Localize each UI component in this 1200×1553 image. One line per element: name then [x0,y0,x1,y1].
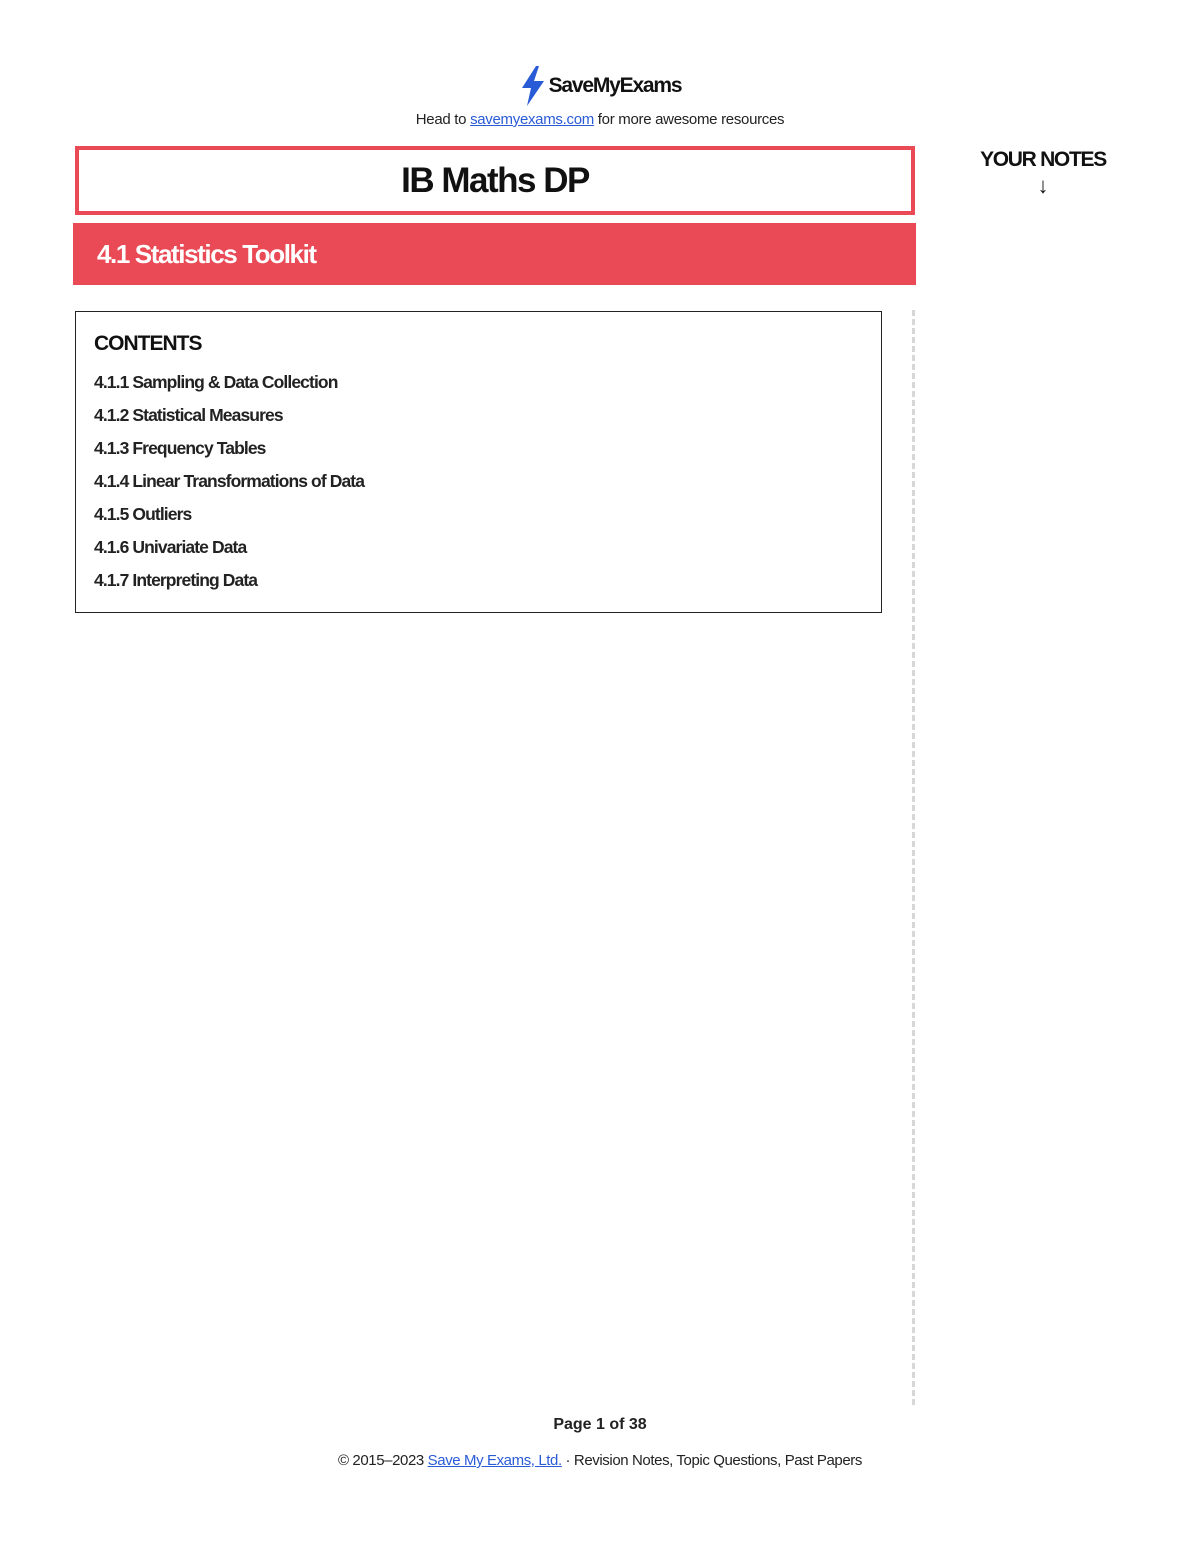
copyright-text: © 2015–2023 [337,1452,428,1469]
contents-item[interactable]: 4.1.4 Linear Transformations of Data [94,471,365,491]
contents-item[interactable]: 4.1.6 Univariate Data [94,537,247,557]
brand-name: SaveMyExams [548,74,682,97]
contents-item[interactable]: 4.1.2 Statistical Measures [94,405,283,425]
contents-item[interactable]: 4.1.3 Frequency Tables [94,438,266,458]
notes-label-text: YOUR NOTES [980,148,1106,171]
footer-suffix: · Revision Notes, Topic Questions, Past Papers [561,1452,863,1469]
contents-heading: CONTENTS [94,332,202,355]
page-title: IB Maths DP [401,160,589,200]
your-notes-label [960,148,1126,198]
title-box [75,146,915,215]
contents-item[interactable]: 4.1.7 Interpreting Data [94,570,258,590]
lightning-bolt-icon [519,66,547,106]
contents-item[interactable]: 4.1.5 Outliers [94,504,192,524]
down-arrow-icon: ↓ [1037,173,1049,198]
section-heading: 4.1 Statistics Toolkit [97,238,316,269]
footer [0,1452,1200,1469]
company-link[interactable]: Save My Exams, Ltd. [427,1452,562,1469]
tagline-suffix: for more awesome resources [593,111,785,128]
tagline-prefix: Head to [415,111,471,128]
header-tagline [0,111,1200,128]
brand-logo[interactable] [0,66,1200,106]
contents-box [75,311,882,613]
section-banner [73,223,916,285]
contents-list [94,370,364,601]
contents-item[interactable]: 4.1.1 Sampling & Data Collection [94,372,338,392]
notes-divider [912,310,915,1405]
page-number: Page 1 of 38 [553,1416,647,1433]
savemyexams-link[interactable]: savemyexams.com [470,111,594,128]
